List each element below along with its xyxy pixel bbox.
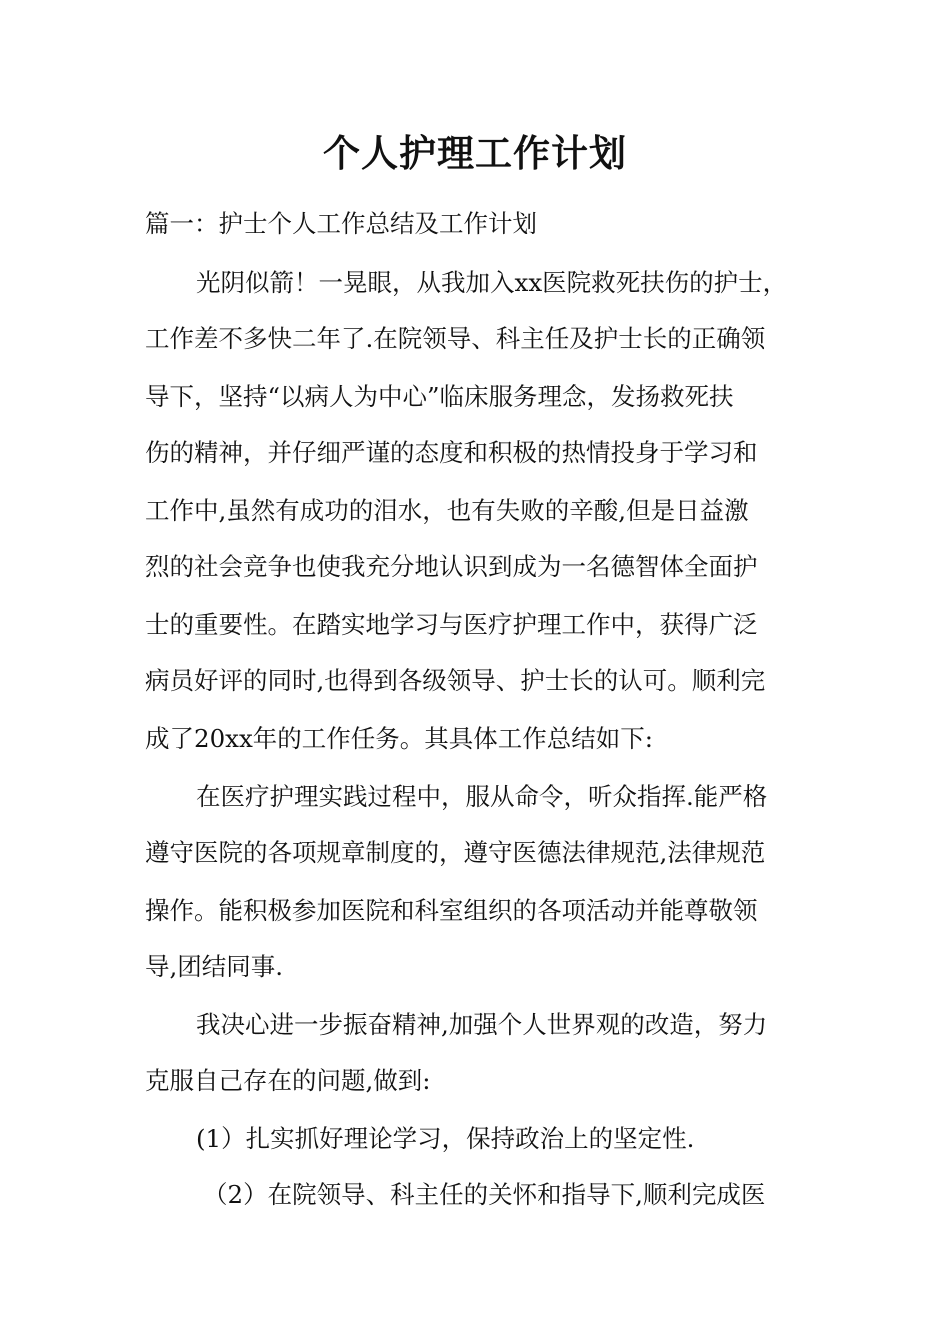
list-item: (1）扎实抓好理论学习，保持政治上的坚定性. xyxy=(196,1124,695,1153)
paragraph-line: 工作差不多快二年了.在院领导、科主任及护士长的正确领 xyxy=(145,324,766,353)
paragraph-line: 士的重要性。在踏实地学习与医疗护理工作中，获得广泛 xyxy=(145,610,758,639)
document-title: 个人护理工作计划 xyxy=(323,131,627,175)
paragraph-line: 在医疗护理实践过程中，服从命令，听众指挥.能严格 xyxy=(196,782,768,811)
section-heading: 篇一：护士个人工作总结及工作计划 xyxy=(145,209,537,238)
paragraph-line: 伤的精神，并仔细严谨的态度和积极的热情投身于学习和 xyxy=(145,438,758,467)
paragraph-line: 克服自己存在的问题,做到: xyxy=(145,1066,431,1095)
paragraph-line: 导,团结同事. xyxy=(145,952,284,981)
paragraph-line: 操作。能积极参加医院和科室组织的各项活动并能尊敬领 xyxy=(145,896,758,925)
paragraph-line: 遵守医院的各项规章制度的，遵守医德法律规范,法律规范 xyxy=(145,838,766,867)
paragraph-line: 成了20xx年的工作任务。其具体工作总结如下: xyxy=(145,724,654,753)
paragraph-line: 光阴似箭！一晃眼，从我加入xx医院救死扶伤的护士， xyxy=(196,268,788,297)
paragraph-line: 我决心进一步振奋精神,加强个人世界观的改造，努力 xyxy=(196,1010,768,1039)
paragraph-line: 烈的社会竞争也使我充分地认识到成为一名德智体全面护 xyxy=(145,552,758,581)
paragraph-line: 导下，坚持“以病人为中心”临床服务理念，发扬救死扶 xyxy=(145,382,734,411)
paragraph-line: 病员好评的同时,也得到各级领导、护士长的认可。顺利完 xyxy=(145,666,766,695)
paragraph-line: 工作中,虽然有成功的泪水，也有失败的辛酸,但是日益激 xyxy=(145,496,749,525)
list-item: （2）在院领导、科主任的关怀和指导下,顺利完成医 xyxy=(203,1180,766,1209)
